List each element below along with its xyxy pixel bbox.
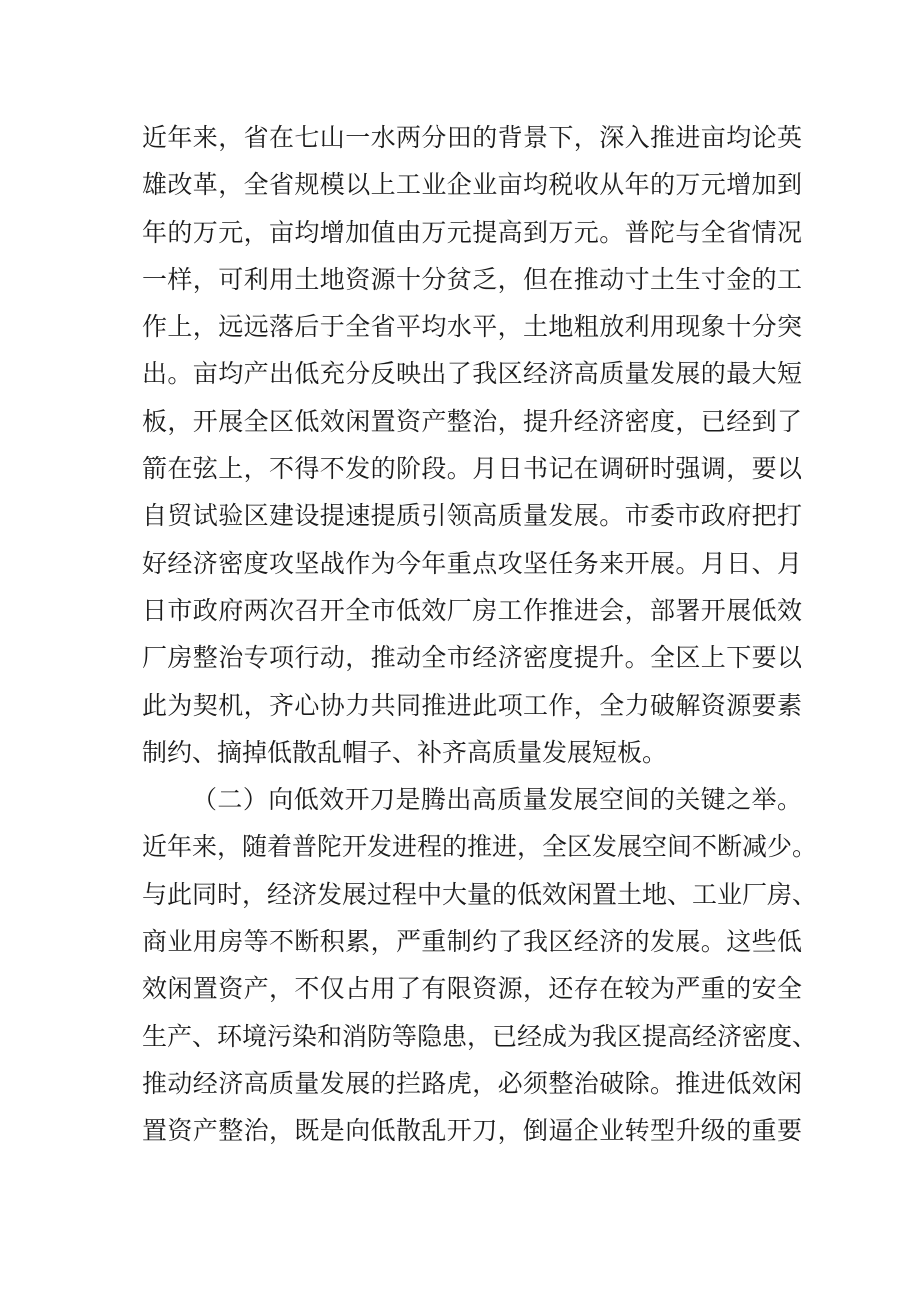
text-line: 近年来，随着普陀开发进程的推进，全区发展空间不断减少。 xyxy=(142,832,818,862)
text-line: 近年来，省在七山一水两分田的背景下，深入推进亩均论英 xyxy=(142,123,802,152)
text-line: 出。亩均产出低充分反映出了我区经济高质量发展的最大短 xyxy=(142,359,802,389)
text-line: 板，开展全区低效闲置资产整治，提升经济密度，已经到了 xyxy=(142,406,802,436)
text-line: 与此同时，经济发展过程中大量的低效闲置土地、工业厂房、 xyxy=(142,879,818,909)
text-line: 此为契机，齐心协力共同推进此项工作，全力破解资源要素 xyxy=(142,690,802,720)
text-line: 商业用房等不断积累，严重制约了我区经济的发展。这些低 xyxy=(142,927,802,957)
text-line: 好经济密度攻坚战作为今年重点攻坚任务来开展。月日、月 xyxy=(142,548,802,578)
text-line: 生产、环境污染和消防等隐患，已经成为我区提高经济密度、 xyxy=(142,1021,818,1051)
text-line: 雄改革，全省规模以上工业企业亩均税收从年的万元增加到 xyxy=(142,170,802,200)
text-line: 厂房整治专项行动，推动全市经济密度提升。全区上下要以 xyxy=(142,643,802,673)
text-line: 自贸试验区建设提速提质引领高质量发展。市委市政府把打 xyxy=(142,501,802,531)
text-line: 日市政府两次召开全市低效厂房工作推进会，部署开展低效 xyxy=(142,595,802,625)
text-line: 箭在弦上，不得不发的阶段。月日书记在调研时强调，要以 xyxy=(142,454,802,484)
section-heading-line: （二）向低效开刀是腾出高质量发展空间的关键之举。 xyxy=(192,785,802,815)
text-line: 效闲置资产，不仅占用了有限资源，还存在较为严重的安全 xyxy=(142,974,802,1004)
paragraph-last-line: 制约、摘掉低散乱帽子、补齐高质量发展短板。 xyxy=(142,737,668,767)
text-line: 推动经济高质量发展的拦路虎，必须整治破除。推进低效闲 xyxy=(142,1068,802,1098)
text-line: 一样，可利用土地资源十分贫乏，但在推动寸土生寸金的工 xyxy=(142,264,802,294)
text-line: 作上，远远落后于全省平均水平，土地粗放利用现象十分突 xyxy=(142,312,802,342)
text-line: 年的万元，亩均增加值由万元提高到万元。普陀与全省情况 xyxy=(142,217,802,247)
text-line: 置资产整治，既是向低散乱开刀，倒逼企业转型升级的重要 xyxy=(142,1116,802,1146)
document-body xyxy=(142,114,818,1155)
